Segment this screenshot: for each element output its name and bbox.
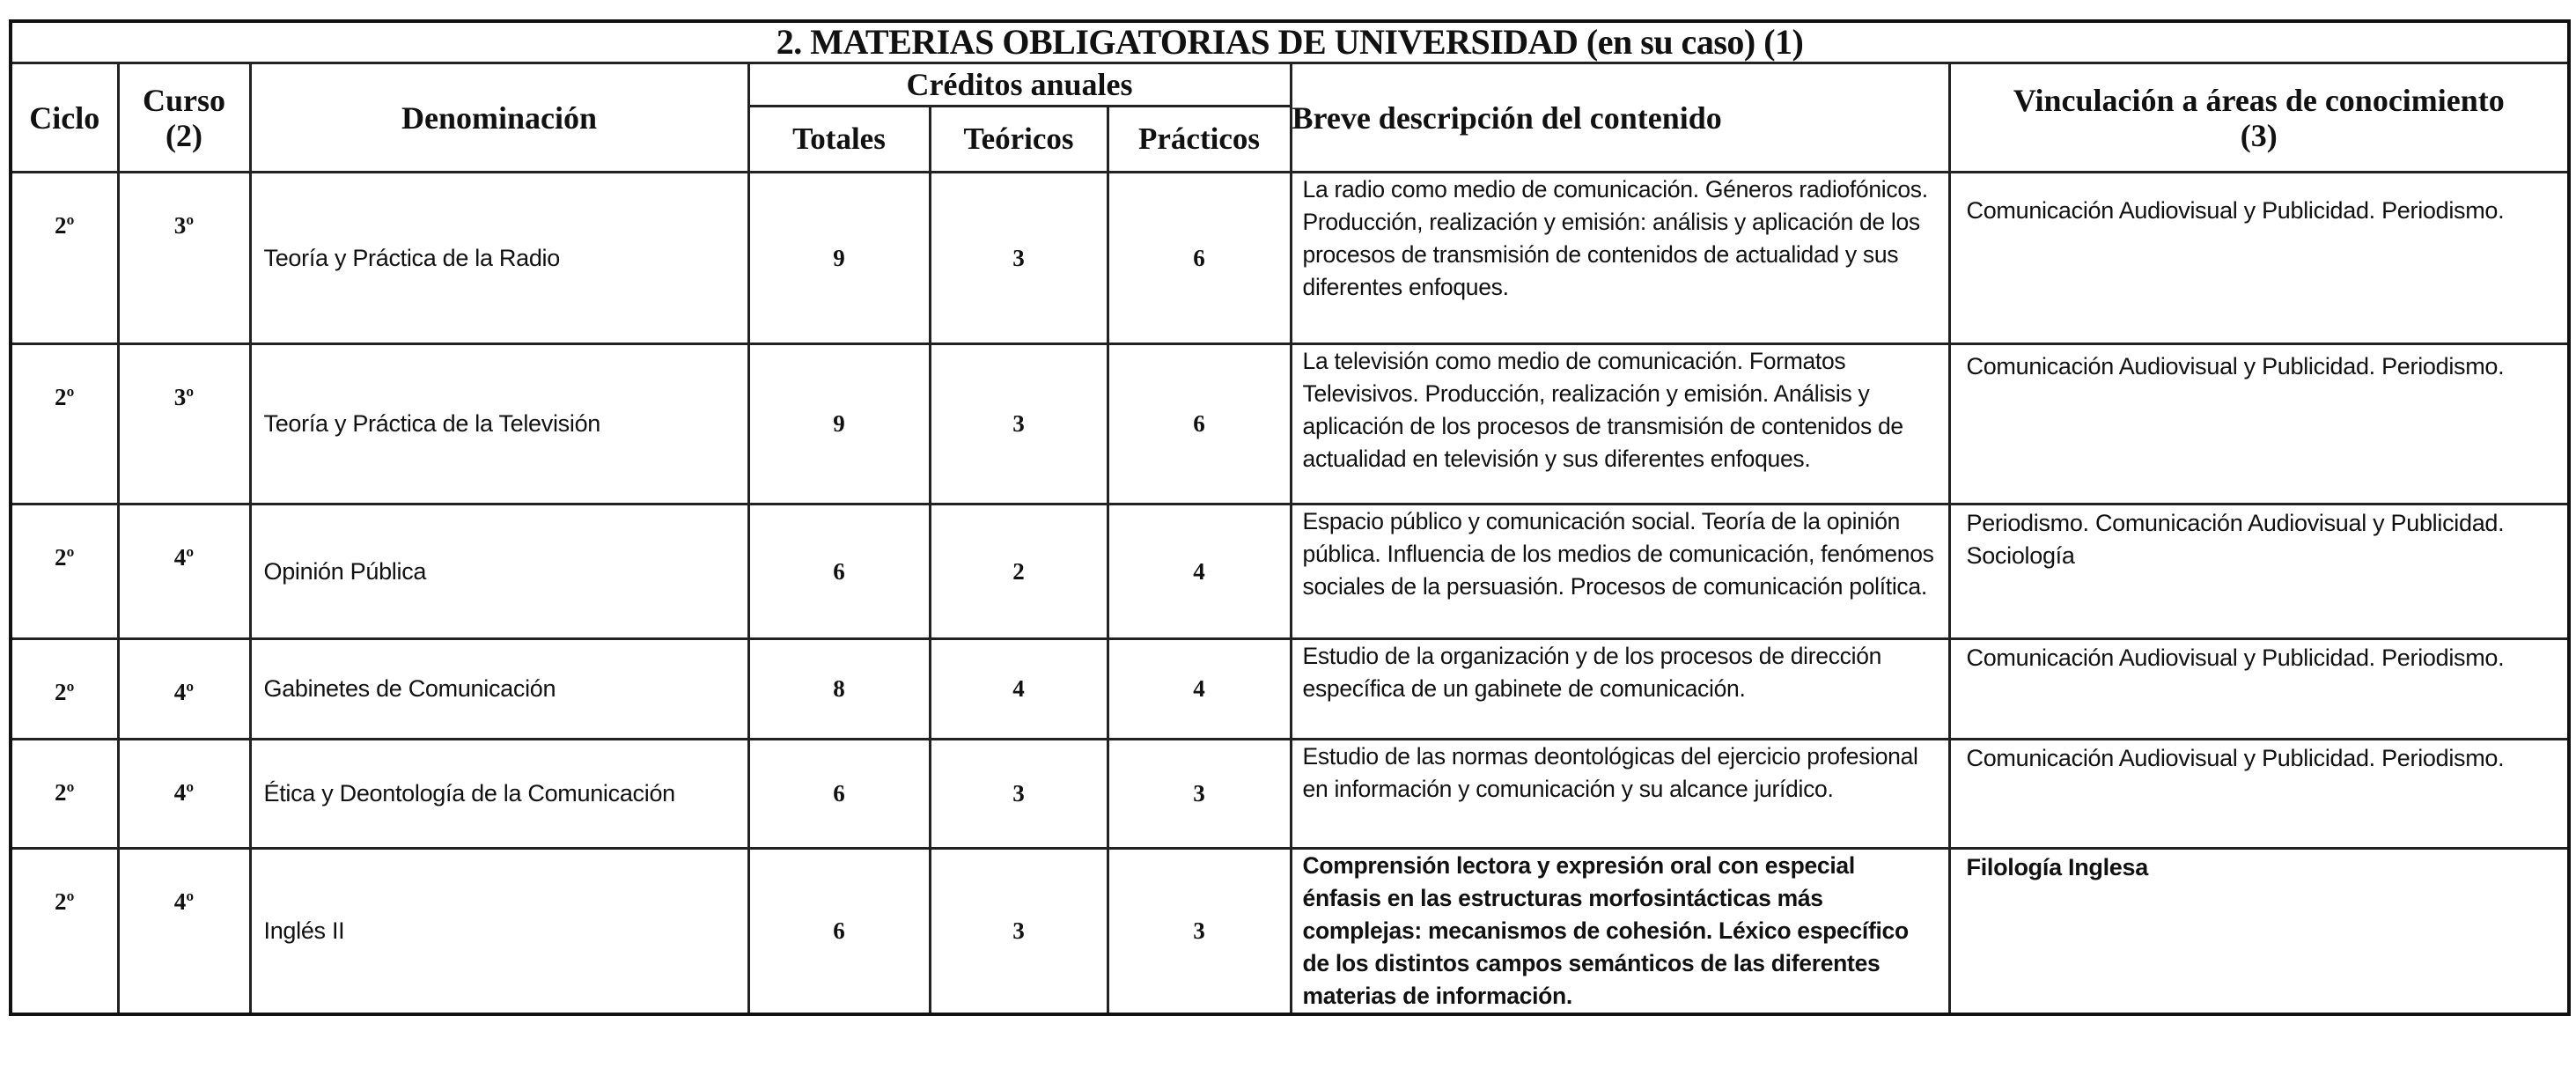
descripcion-cell: La televisión como medio de comunicación. Formatos Televisivos. Producción, realización y emisión. Análisis y aplicación de los procesos de transmisión de contenidos de actualidad en televisión y sus diferentes enfoques. [1291, 344, 1949, 505]
curso-cell: 4º [118, 849, 250, 1015]
denominacion-cell: Gabinetes de Comunicación [250, 639, 748, 740]
header-descripcion: Breve descripción del contenido [1291, 63, 1949, 173]
subjects-table [9, 19, 2571, 1016]
header-teoricos: Teóricos [930, 107, 1108, 173]
ciclo-cell: 2º [11, 173, 118, 344]
practicos-cell: 3 [1108, 849, 1291, 1015]
table-row [11, 173, 2569, 344]
totales-cell: 8 [748, 639, 930, 740]
vinculacion-cell: Comunicación Audiovisual y Publicidad. Periodismo. [1949, 639, 2569, 740]
descripcion-cell: Comprensión lectora y expresión oral con especial énfasis en las estructuras morfosintácticas más complejas: mecanismos de cohesión. Léxico específico de los distintos campos semánticos de las diferentes materias de información. [1291, 849, 1949, 1015]
descripcion-cell: Espacio público y comunicación social. Teoría de la opinión pública. Influencia de los medios de comunicación, fenómenos sociales de la persuasión. Procesos de comunicación política. [1291, 505, 1949, 639]
descripcion-cell: Estudio de las normas deontológicas del ejercicio profesional en información y comunicación y su alcance jurídico. [1291, 740, 1949, 849]
totales-cell: 6 [748, 505, 930, 639]
vinculacion-cell: Periodismo. Comunicación Audiovisual y Publicidad. Sociología [1949, 505, 2569, 639]
denominacion-cell: Ética y Deontología de la Comunicación [250, 740, 748, 849]
vinculacion-cell: Comunicación Audiovisual y Publicidad. Periodismo. [1949, 344, 2569, 505]
header-practicos: Prácticos [1108, 107, 1291, 173]
vinculacion-cell: Comunicación Audiovisual y Publicidad. Periodismo. [1949, 173, 2569, 344]
header-vinculacion-label: Vinculación a áreas de conocimiento [2013, 82, 2505, 118]
header-ciclo [11, 63, 118, 173]
practicos-cell: 4 [1108, 505, 1291, 639]
ciclo-cell: 2º [11, 639, 118, 740]
header-curso-label: Curso [142, 82, 225, 118]
denominacion-cell: Opinión Pública [250, 505, 748, 639]
vinculacion-cell: Filología Inglesa [1949, 849, 2569, 1015]
denominacion-cell: Teoría y Práctica de la Televisión [250, 344, 748, 505]
header-vinculacion [1949, 63, 2569, 173]
header-totales: Totales [748, 107, 930, 173]
header-row-top [11, 63, 2569, 107]
ciclo-cell: 2º [11, 740, 118, 849]
teoricos-cell: 3 [930, 344, 1108, 505]
header-curso [118, 63, 250, 173]
header-creditos: Créditos anuales [748, 63, 1291, 107]
title-row [11, 21, 2569, 63]
teoricos-cell: 3 [930, 173, 1108, 344]
teoricos-cell: 3 [930, 740, 1108, 849]
header-ciclo-label: Ciclo [29, 99, 100, 136]
document-page [9, 19, 2567, 1016]
table-row [11, 505, 2569, 639]
descripcion-cell: Estudio de la organización y de los procesos de dirección específica de un gabinete de comunicación. [1291, 639, 1949, 740]
ciclo-cell: 2º [11, 849, 118, 1015]
table-row [11, 344, 2569, 505]
table-row [11, 849, 2569, 1015]
curso-cell: 3º [118, 344, 250, 505]
header-curso-note: (2) [166, 117, 202, 153]
table-title: 2. MATERIAS OBLIGATORIAS DE UNIVERSIDAD (en su caso) (1) [11, 21, 2569, 63]
vinculacion-cell: Comunicación Audiovisual y Publicidad. Periodismo. [1949, 740, 2569, 849]
practicos-cell: 3 [1108, 740, 1291, 849]
header-denominacion: Denominación [250, 63, 748, 173]
practicos-cell: 6 [1108, 344, 1291, 505]
totales-cell: 6 [748, 849, 930, 1015]
table-row [11, 639, 2569, 740]
table-row [11, 740, 2569, 849]
ciclo-cell: 2º [11, 505, 118, 639]
practicos-cell: 4 [1108, 639, 1291, 740]
denominacion-cell: Teoría y Práctica de la Radio [250, 173, 748, 344]
teoricos-cell: 2 [930, 505, 1108, 639]
curso-cell: 3º [118, 173, 250, 344]
totales-cell: 6 [748, 740, 930, 849]
teoricos-cell: 3 [930, 849, 1108, 1015]
header-vinculacion-note: (3) [2240, 117, 2278, 153]
curso-cell: 4º [118, 639, 250, 740]
curso-cell: 4º [118, 740, 250, 849]
ciclo-cell: 2º [11, 344, 118, 505]
descripcion-cell: La radio como medio de comunicación. Géneros radiofónicos. Producción, realización y emisión: análisis y aplicación de los procesos de transmisión de contenidos de actualidad y sus diferentes enfoques. [1291, 173, 1949, 344]
totales-cell: 9 [748, 173, 930, 344]
curso-cell: 4º [118, 505, 250, 639]
totales-cell: 9 [748, 344, 930, 505]
denominacion-cell: Inglés II [250, 849, 748, 1015]
practicos-cell: 6 [1108, 173, 1291, 344]
teoricos-cell: 4 [930, 639, 1108, 740]
